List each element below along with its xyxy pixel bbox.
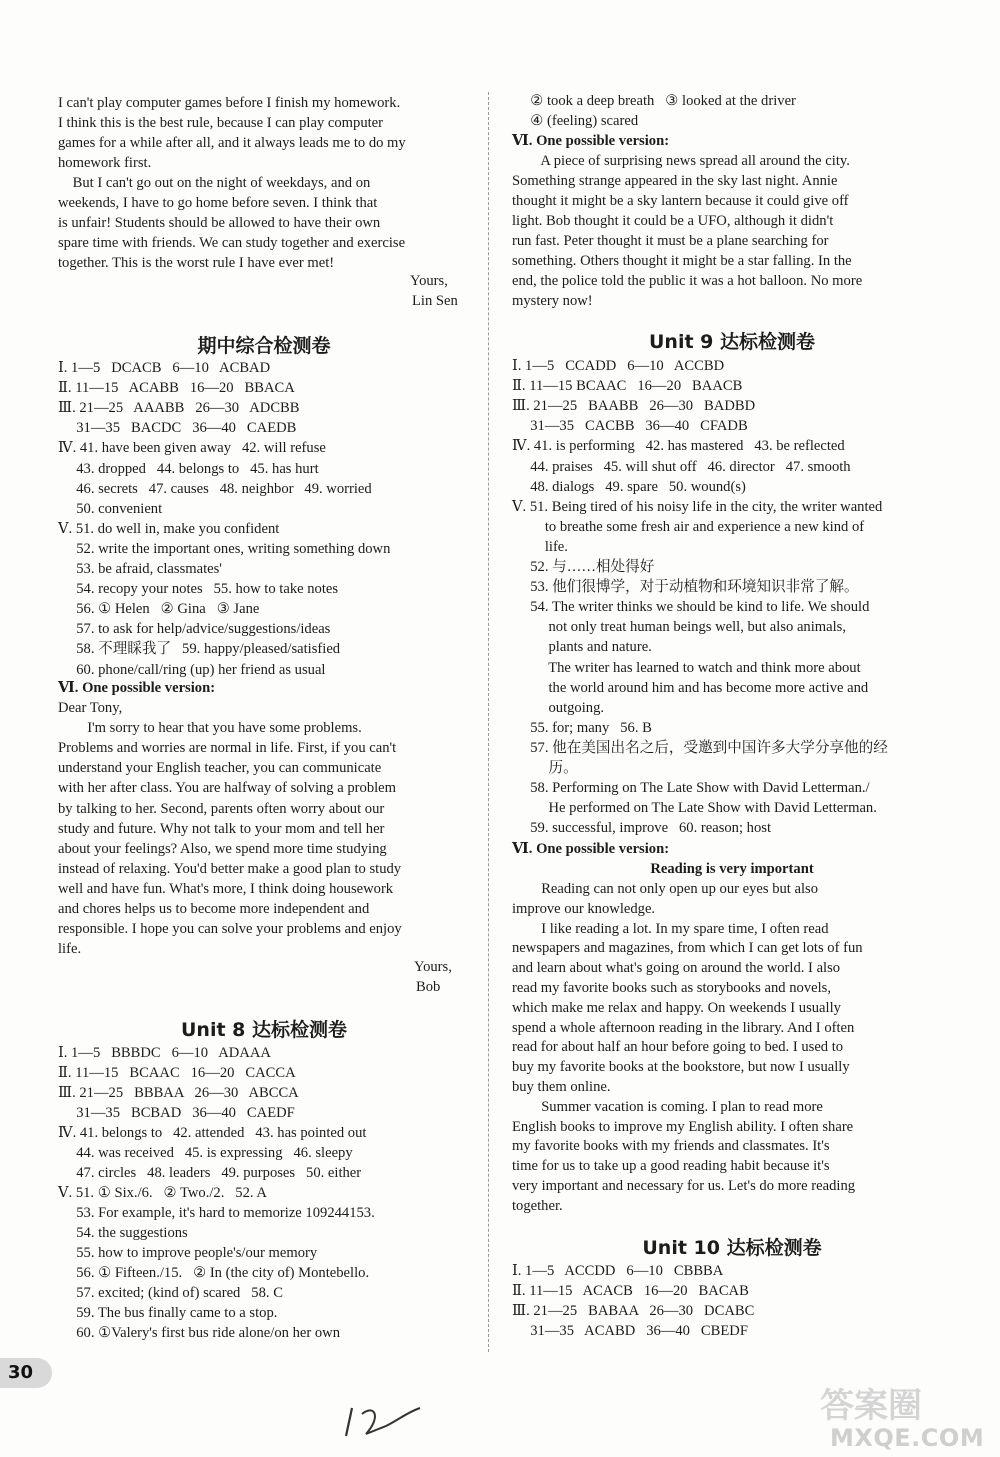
answer-line: Ⅰ. 1—5 ACCDD 6—10 CBBBA [512, 1263, 724, 1279]
answer-line: 44. was received 45. is expressing 46. sleepy [58, 1145, 353, 1161]
essay-line: read my favorite books such as storybooks and novels, [512, 980, 831, 996]
midterm-version-label: Ⅵ. One possible version: [58, 680, 216, 696]
essay-line: which make me relax and happy. On weekends I usually [512, 999, 841, 1016]
answer-line: 31—35 BCBAD 36—40 CAEDF [58, 1105, 295, 1121]
story-line: run fast. Peter thought it must be a plane searching for [512, 233, 829, 249]
letter-line: I'm sorry to hear that you have some problems. [58, 720, 362, 737]
answer-line: Ⅰ. 1—5 BBBDC 6—10 ADAAA [58, 1045, 271, 1061]
letter1-closing: Yours, [410, 273, 448, 289]
answer-line: Ⅲ. 21—25 AAABB 26—30 ADCBB [58, 400, 300, 417]
letter-line: weekends, I have to go home before seven. I think that [58, 195, 378, 211]
column-divider [488, 92, 489, 1352]
essay-line: and learn about what's going on around the world. I also [512, 960, 841, 977]
answer-line: 43. dropped 44. belongs to 45. has hurt [58, 460, 319, 477]
answer-line: Ⅲ. 21—25 BAABB 26—30 BADBD [512, 398, 756, 415]
answer-line: He performed on The Late Show with David Letterman. [512, 800, 877, 817]
essay-line: buy my favorite books at the bookstore, but now I usually [512, 1059, 850, 1076]
answer-line: The writer has learned to watch and think more about [512, 659, 861, 676]
letter-line: Problems and worries are normal in life. First, if you can't [58, 740, 397, 757]
answer-line: 56. ① Helen ② Gina ③ Jane [58, 601, 260, 618]
answer-line: Ⅴ. 51. do well in, make you confident [58, 520, 280, 537]
answer-line: Ⅱ. 11—15 ACACB 16—20 BACAB [512, 1283, 749, 1299]
answer-line: 46. secrets 47. causes 48. neighbor 49. worried [58, 480, 372, 497]
answer-line: outgoing. [512, 699, 605, 716]
letter-line: together. This is the worst rule I have ever met! [58, 255, 335, 271]
answer-line: Ⅱ. 11—15 ACABB 16—20 BBACA [58, 380, 295, 397]
answer-line: Ⅰ. 1—5 DCACB 6—10 ACBAD [58, 360, 271, 376]
answer-line: 52. write the important ones, writing something down [58, 540, 391, 557]
letter-line: instead of relaxing. You'd better make a good plan to study [58, 860, 402, 877]
answer-line: to breathe some fresh air and experience a new kind of [512, 518, 865, 535]
answer-line: Ⅳ. 41. have been given away 42. will refuse [58, 440, 326, 457]
answer-line: Ⅳ. 41. belongs to 42. attended 43. has pointed out [58, 1125, 367, 1141]
answer-line: 58. 不理睬我了 59. happy/pleased/satisfied [58, 641, 341, 658]
essay-line: spend a whole afternoon reading in the library. And I often [512, 1019, 855, 1036]
answer-line: 历。 [512, 760, 578, 776]
answer-line: 57. to ask for help/advice/suggestions/ideas [58, 621, 331, 638]
essay-line: improve our knowledge. [512, 900, 656, 917]
answer-line: 48. dialogs 49. spare 50. wound(s) [512, 478, 746, 495]
letter-line: understand your English teacher, you can communicate [58, 760, 382, 777]
letter-line: is unfair! Students should be allowed to have their own [58, 215, 381, 231]
answer-line: ② took a deep breath ③ looked at the driver [512, 93, 796, 109]
answer-line: life. [512, 538, 568, 555]
letter-line: But I can't go out on the night of weekdays, and on [58, 175, 371, 191]
answer-line: 59. The bus finally came to a stop. [58, 1305, 278, 1321]
essay-line: Reading can not only open up our eyes but also [512, 881, 819, 897]
midterm-title: 期中综合检测卷 [197, 335, 331, 357]
unit9-version-label: Ⅵ. One possible version: [512, 841, 670, 857]
essay-line: together. [512, 1197, 563, 1214]
answer-line: 54. The writer thinks we should be kind to life. We should [512, 599, 870, 616]
letter-line: about your feelings? Also, we spend more time studying [58, 840, 387, 857]
watermark-site: MXQE.COM [830, 1424, 985, 1452]
answer-line: 31—35 ACABD 36—40 CBEDF [512, 1323, 748, 1339]
story-line: something. Others thought it might be a star falling. In the [512, 253, 852, 269]
answer-line: 60. phone/call/ring (up) her friend as usual [58, 661, 326, 678]
answer-line: 31—35 BACDC 36—40 CAEDB [58, 420, 297, 437]
answer-line: 53. For example, it's hard to memorize 109244153. [58, 1205, 375, 1221]
answer-line: ④ (feeling) scared [512, 113, 639, 129]
essay-line: newspapers and magazines, from which I can get lots of fun [512, 940, 863, 957]
answer-line: the world around him and has become more active and [512, 679, 869, 696]
answer-line: 57. excited; (kind of) scared 58. C [58, 1285, 283, 1301]
answer-line: 55. how to improve people's/our memory [58, 1245, 318, 1261]
essay-line: time for us to take up a good reading habit because it's [512, 1158, 830, 1175]
essay-title: Reading is very important [650, 861, 814, 877]
unit8-title: Unit 8 达标检测卷 [181, 1019, 347, 1041]
letter-line: I think this is the best rule, because I can play computer [58, 115, 384, 131]
answer-line: 50. convenient [58, 500, 163, 517]
answer-line: 52. 与……相处得好 [512, 559, 655, 575]
letter-line: well and have fun. What's more, I think doing housework [58, 880, 394, 897]
story-line: end, the police told the public it was a hot balloon. No more [512, 273, 863, 289]
answer-line: 31—35 CACBB 36—40 CFADB [512, 418, 748, 435]
letter-line: spare time with friends. We can study together and exercise [58, 235, 406, 251]
answer-line: Ⅱ. 11—15 BCAAC 16—20 BAACB [512, 378, 743, 395]
essay-line: Summer vacation is coming. I plan to read more [512, 1098, 823, 1115]
answer-line: Ⅴ. 51. ① Six./6. ② Two./2. 52. A [58, 1185, 267, 1201]
answer-line: 47. circles 48. leaders 49. purposes 50. either [58, 1165, 362, 1181]
story-line: Something strange appeared in the sky last night. Annie [512, 173, 838, 189]
answer-line: 53. be afraid, classmates' [58, 561, 222, 577]
answer-line: not only treat human beings well, but also animals, [512, 619, 846, 636]
answer-line: Ⅴ. 51. Being tired of his noisy life in the city, the writer wanted [512, 498, 883, 515]
essay-line: I like reading a lot. In my spare time, I often read [512, 920, 829, 937]
watermark-badge: 答案圈 [820, 1386, 922, 1426]
answer-line: Ⅱ. 11—15 BCAAC 16—20 CACCA [58, 1065, 296, 1081]
answer-line: plants and nature. [512, 639, 652, 656]
letter2-signature: Bob [416, 979, 441, 995]
answer-line: 53. 他们很博学，对于动植物和环境知识非常了解。 [512, 579, 859, 596]
answer-line: Ⅳ. 41. is performing 42. has mastered 43. be reflected [512, 438, 845, 455]
essay-line: my favorite books with my friends and classmates. It's [512, 1138, 830, 1155]
answer-line: Ⅲ. 21—25 BBBAA 26—30 ABCCA [58, 1085, 299, 1101]
letter-line: and chores helps us to become more independent and [58, 901, 370, 917]
letter2-closing: Yours, [414, 959, 452, 975]
story-line: thought it might be a sky lantern because it could give off [512, 193, 849, 209]
story-line: light. Bob thought it could be a UFO, although it didn't [512, 213, 834, 229]
unit9-title: Unit 9 达标检测卷 [649, 331, 815, 353]
letter-line: responsible. I hope you can solve your problems and enjoy [58, 921, 402, 938]
letter-line: by talking to her. Second, parents often worry about our [58, 800, 385, 817]
answer-line: 58. Performing on The Late Show with David Letterman./ [512, 780, 870, 797]
answer-line: Ⅰ. 1—5 CCADD 6—10 ACCBD [512, 358, 725, 374]
story-line: A piece of surprising news spread all around the city. [512, 153, 850, 169]
letter-line: Dear Tony, [58, 700, 123, 716]
letter1-signature: Lin Sen [412, 293, 458, 309]
answer-line: 57. 他在美国出名之后，受邀到中国许多大学分享他的经 [512, 739, 888, 756]
unit8-version-label: Ⅵ. One possible version: [512, 133, 670, 149]
essay-line: buy them online. [512, 1079, 611, 1095]
answer-line: 44. praises 45. will shut off 46. director 47. smooth [512, 458, 851, 475]
essay-line: read for about half an hour before going to bed. I used to [512, 1039, 844, 1056]
answer-line: 54. recopy your notes 55. how to take notes [58, 581, 339, 598]
answer-line: 56. ① Fifteen./15. ② In (the city of) Montebello. [58, 1265, 370, 1281]
letter-line: homework first. [58, 155, 152, 171]
unit10-title: Unit 10 达标检测卷 [642, 1237, 822, 1259]
letter-line: with her after class. You are halfway of solving a problem [58, 780, 396, 797]
answer-line: 54. the suggestions [58, 1225, 188, 1241]
letter-line: I can't play computer games before I finish my homework. [58, 95, 401, 111]
page-number: 30 [0, 1358, 52, 1388]
handwritten-scribble [338, 1400, 428, 1440]
letter-line: games for a while after all, and it always leads me to do my [58, 135, 406, 151]
letter-line: study and future. Why not talk to your mom and tell her [58, 820, 385, 837]
answer-line: 60. ①Valery's first bus ride alone/on her own [58, 1325, 340, 1341]
story-line: mystery now! [512, 293, 593, 309]
essay-line: very important and necessary for us. Let's do more reading [512, 1178, 856, 1194]
answer-line: 59. successful, improve 60. reason; host [512, 820, 771, 837]
answer-line: Ⅲ. 21—25 BABAA 26—30 DCABC [512, 1303, 755, 1319]
letter-line: life. [58, 941, 82, 958]
answer-line: 55. for; many 56. B [512, 719, 652, 736]
essay-line: English books to improve my English ability. I often share [512, 1118, 854, 1135]
